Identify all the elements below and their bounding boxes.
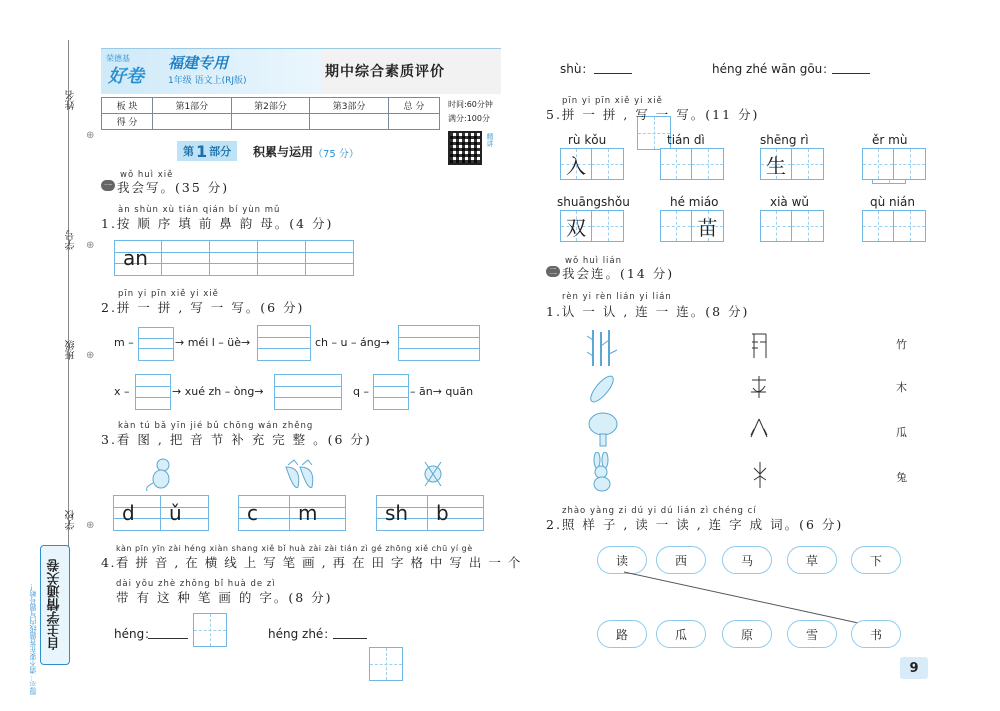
- word-cloud[interactable]: 西: [656, 546, 706, 574]
- question-text: 4.看 拼 音 , 在 横 线 上 写 笔 画 , 再 在 田 字 格 中 写 出 一 个: [101, 555, 522, 570]
- syllable-group: [113, 495, 209, 531]
- badge-one: 一: [101, 180, 115, 191]
- word-cloud[interactable]: 路: [597, 620, 647, 648]
- modern-char[interactable]: 兔: [896, 471, 907, 484]
- stroke-label: héng：: [114, 627, 157, 641]
- qr-label: 精讲: [486, 133, 494, 147]
- grade: 1年级 语文上(RJ版): [168, 76, 247, 86]
- kangaroo-icon: [143, 455, 179, 491]
- pinyin: dài yǒu zhè zhǒng bǐ huà de zì: [116, 579, 276, 589]
- question-text: 带 有 这 种 笔 画 的 字。(8 分): [116, 590, 333, 605]
- word-cloud[interactable]: 草: [787, 546, 837, 574]
- pinyin: kàn tú bǎ yīn jié bǔ chōng wán zhěng: [118, 421, 314, 431]
- page-number: 9: [900, 657, 928, 679]
- seal-icon: ⊕: [86, 350, 95, 361]
- syllable-cell[interactable]: ǔ: [161, 495, 209, 531]
- ancient-char-melon: [748, 374, 770, 402]
- spell-text: → méi l – üè→: [175, 336, 251, 349]
- name-label: 姓名: [66, 90, 77, 110]
- tianzige-box[interactable]: 双: [560, 210, 592, 242]
- spell-text: q –: [353, 385, 369, 398]
- word-pinyin: tián dì: [667, 133, 705, 147]
- word-pinyin: ěr mù: [872, 133, 908, 147]
- modern-char[interactable]: 竹: [896, 338, 907, 351]
- vowel-row: [114, 240, 354, 276]
- time-info: 时间:60分钟: [448, 100, 493, 109]
- ancient-char-tree: [750, 460, 770, 490]
- section-num: 1: [196, 141, 208, 161]
- word-boxes: [760, 148, 824, 180]
- pinyin: àn shùn xù tián qián bí yùn mǔ: [118, 205, 281, 215]
- word-pinyin: rù kǒu: [568, 133, 607, 147]
- word-boxes: [560, 148, 624, 180]
- section-part-pre: 第: [183, 145, 194, 158]
- pinyin: rèn yi rèn lián yi lián: [562, 292, 672, 302]
- strawberry-icon: [280, 457, 320, 491]
- seal-icon: ⊕: [86, 520, 95, 531]
- tianzige-box[interactable]: [592, 210, 624, 242]
- stroke-label: héng zhé：: [268, 627, 336, 641]
- score-table: [101, 97, 440, 130]
- tianzige-box[interactable]: [193, 613, 227, 647]
- word-cloud[interactable]: 瓜: [656, 620, 706, 648]
- binding-line: [68, 40, 69, 560]
- stroke-blank[interactable]: [333, 638, 367, 639]
- brand-logo: 好卷: [108, 66, 144, 87]
- tip: 提示：请不要在答题线内写题号哟！: [29, 583, 37, 695]
- pinyin: kàn pīn yīn zài héng xiàn shang xiě bǐ huà zài zài tián zì gé zhōng xiě chū yí gè: [116, 544, 473, 553]
- vowel-cell[interactable]: [306, 240, 354, 276]
- answer-box[interactable]: [138, 327, 174, 361]
- bamboo-icon: [585, 328, 619, 368]
- word-cloud[interactable]: 下: [851, 546, 901, 574]
- stroke-blank[interactable]: [832, 73, 870, 74]
- stroke-label: shù：: [560, 62, 594, 76]
- modern-char[interactable]: 木: [896, 381, 907, 394]
- tianzige-box[interactable]: 生: [760, 148, 792, 180]
- vowel-cell[interactable]: [210, 240, 258, 276]
- school-label: 学校: [66, 510, 77, 530]
- question-text: 2.拼 一 拼 , 写 一 写。(6 分): [101, 300, 305, 315]
- word-cloud[interactable]: 马: [722, 546, 772, 574]
- section-score: （75 分）: [313, 149, 359, 160]
- answer-box[interactable]: [373, 374, 409, 410]
- page-title: 期中综合素质评价: [325, 64, 445, 80]
- word-cloud[interactable]: 雪: [787, 620, 837, 648]
- stroke-blank[interactable]: [594, 73, 632, 74]
- word-boxes: [560, 210, 624, 242]
- section-title: 积累与运用: [253, 145, 314, 159]
- tianzige-box[interactable]: [862, 148, 894, 180]
- modern-char[interactable]: 瓜: [896, 426, 907, 439]
- score-header: 总 分: [388, 98, 439, 114]
- section-badge: [177, 141, 237, 161]
- vowel-cell[interactable]: an: [114, 240, 162, 276]
- rabbit-icon: [585, 452, 619, 492]
- question-text: 5.拼 一 拼 , 写 一 写。(11 分): [546, 107, 760, 122]
- spell-text: → xué zh – òng→: [172, 385, 264, 398]
- answer-box[interactable]: [398, 325, 480, 361]
- score-header: 板 块: [102, 98, 153, 114]
- pinyin: zhào yàng zi dú yi dú lián zì chéng cí: [562, 506, 757, 516]
- spell-text: x –: [114, 385, 130, 398]
- seal-icon: ⊕: [86, 240, 95, 251]
- tianzige-box[interactable]: [862, 210, 894, 242]
- syllable-cell[interactable]: b: [428, 495, 484, 531]
- answer-box[interactable]: [257, 325, 311, 361]
- pinyin: wǒ huì xiě: [120, 170, 174, 180]
- syllable-cell[interactable]: d: [113, 495, 161, 531]
- banner: 自主学情通关卷: [40, 545, 70, 665]
- section-part-suf: 部分: [209, 145, 232, 158]
- syllable-group: [238, 495, 346, 531]
- answer-box[interactable]: [274, 374, 342, 410]
- tianzige-box[interactable]: [660, 210, 692, 242]
- syllable-cell[interactable]: sh: [376, 495, 428, 531]
- word-cloud[interactable]: 原: [722, 620, 772, 648]
- word-cloud[interactable]: 读: [597, 546, 647, 574]
- question-text: 1.认 一 认 , 连 一 连。(8 分): [546, 304, 750, 319]
- syllable-group: [376, 495, 484, 531]
- syllable-cell[interactable]: m: [290, 495, 346, 531]
- score-cell[interactable]: [310, 114, 389, 130]
- tianzige-box[interactable]: [894, 148, 926, 180]
- tianzige-box[interactable]: [760, 210, 792, 242]
- word-boxes: [660, 210, 724, 242]
- question-text: 3.看 图 , 把 音 节 补 充 完 整 。(6 分): [101, 432, 372, 447]
- seal-icon: ⊕: [86, 130, 95, 141]
- tianzige-box[interactable]: [692, 148, 724, 180]
- answer-box[interactable]: [135, 374, 171, 410]
- word-pinyin: shuāngshǒu: [557, 195, 630, 209]
- full-score-info: 满分:100分: [448, 114, 490, 123]
- score-cell[interactable]: [231, 114, 310, 130]
- score-header: 第1部分: [153, 98, 232, 114]
- region: 福建专用: [168, 54, 229, 72]
- tianzige-box[interactable]: 入: [560, 148, 592, 180]
- tianzige-box[interactable]: [660, 148, 692, 180]
- score-header: 第3部分: [310, 98, 389, 114]
- tree-icon: [585, 410, 621, 448]
- tianzige-box[interactable]: 苗: [692, 210, 724, 242]
- tianzige-box[interactable]: [894, 210, 926, 242]
- ancient-char-people: [748, 415, 770, 443]
- vowel-cell[interactable]: [162, 240, 210, 276]
- question-heading: 我会连。(14 分): [562, 266, 675, 281]
- syllable-cell[interactable]: c: [238, 495, 290, 531]
- word-boxes: [760, 210, 824, 242]
- score-cell[interactable]: [153, 114, 232, 130]
- badge-two: 二: [546, 266, 560, 277]
- spell-text: ch – u – áng→: [315, 336, 390, 349]
- word-pinyin: shēng rì: [760, 133, 809, 147]
- tianzige-box[interactable]: [792, 148, 824, 180]
- tianzige-box[interactable]: [792, 210, 824, 242]
- id-label: 学号: [66, 230, 77, 250]
- class-label: 班级: [66, 340, 77, 360]
- vowel-cell[interactable]: [258, 240, 306, 276]
- pinyin: wǒ huì lián: [565, 256, 623, 266]
- melon-icon: [585, 372, 619, 406]
- stroke-blank[interactable]: [148, 638, 188, 639]
- brand: 荣德基: [106, 54, 130, 63]
- word-pinyin: qù nián: [870, 195, 915, 209]
- spell-text: m –: [114, 336, 134, 349]
- stroke-label: héng zhé wān gōu：: [712, 62, 835, 76]
- word-boxes: [862, 148, 926, 180]
- question-text: 2.照 样 子 , 读 一 读 , 连 字 成 词。(6 分): [546, 517, 844, 532]
- word-boxes: [660, 148, 724, 180]
- score-header: 第2部分: [231, 98, 310, 114]
- pinyin: pīn yi pīn xiě yi xiě: [562, 96, 663, 106]
- ancient-char-bamboo: [748, 330, 770, 360]
- word-pinyin: xià wǔ: [770, 195, 810, 209]
- question-text: 1.按 顺 序 填 前 鼻 韵 母。(4 分): [101, 216, 334, 231]
- tianzige-box[interactable]: [592, 148, 624, 180]
- qr-code-icon[interactable]: [448, 131, 482, 165]
- watch-icon: [417, 458, 449, 490]
- question-heading: 我会写。(35 分): [117, 180, 230, 195]
- score-row-label: 得 分: [102, 114, 153, 130]
- score-cell[interactable]: [388, 114, 439, 130]
- tianzige-box[interactable]: [369, 647, 403, 681]
- spell-text: – ān→ quān: [410, 385, 474, 398]
- word-pinyin: hé miáo: [670, 195, 719, 209]
- word-boxes: [862, 210, 926, 242]
- pinyin: pīn yi pīn xiě yi xiě: [118, 289, 219, 299]
- word-cloud[interactable]: 书: [851, 620, 901, 648]
